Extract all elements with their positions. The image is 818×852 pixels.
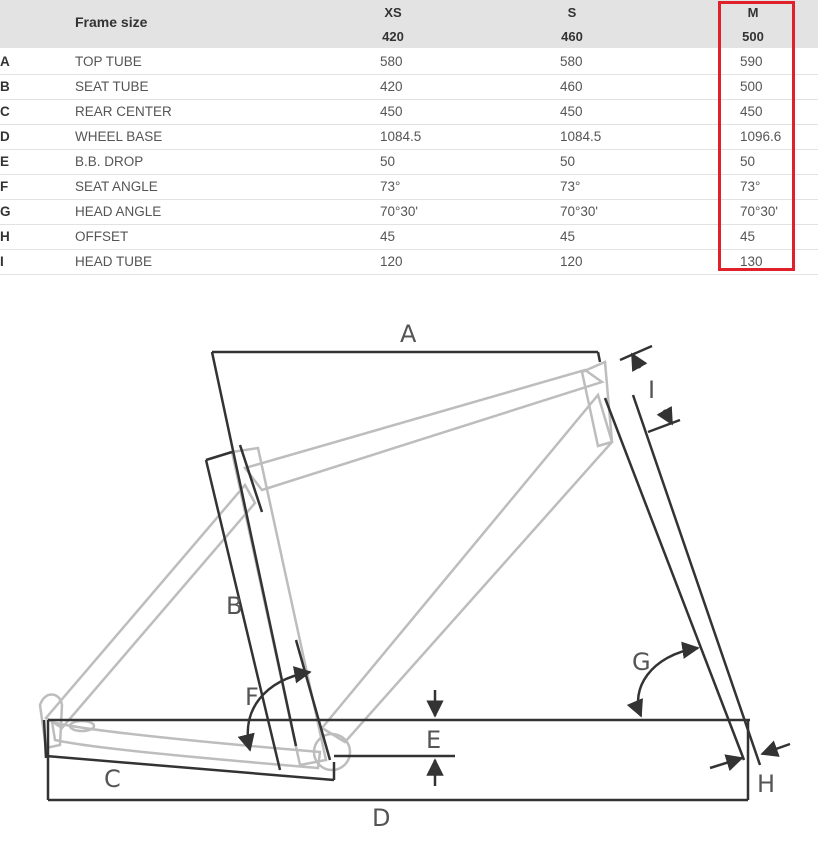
size-s-value: 460 [561,29,583,44]
table-row [0,49,818,75]
row-letter: E [0,154,10,169]
row-param: WHEEL BASE [75,129,163,144]
label-c: C [104,765,121,793]
dim-h-arrow-right [762,744,790,754]
row-xs: 450 [380,104,403,119]
label-i: I [648,376,656,404]
row-s: 50 [560,154,576,169]
row-xs: 580 [380,54,403,69]
dim-h-arrow-left [710,758,742,768]
row-s: 580 [560,54,583,69]
row-xs: 70°30' [380,204,419,219]
row-param: SEAT ANGLE [75,179,158,194]
row-m: 130 [740,254,763,269]
row-param: SEAT TUBE [75,79,149,94]
row-m: 50 [740,154,756,169]
table-row [0,174,818,200]
table-header [0,0,818,48]
row-letter: H [0,229,10,244]
row-s: 460 [560,79,583,94]
row-s: 70°30' [560,204,599,219]
dim-g-axis [605,398,744,760]
row-letter: I [0,254,4,269]
label-a: A [400,320,417,348]
label-h: H [757,770,776,798]
dim-c-line [46,756,334,780]
row-param: OFFSET [75,229,129,244]
row-param: HEAD ANGLE [75,204,162,219]
size-xs-value: 420 [382,29,404,44]
label-e: E [426,726,442,754]
table-row [0,199,818,225]
dimension-lines [44,346,790,800]
table-row [0,99,818,125]
frame-geometry-diagram [0,280,818,852]
row-param: B.B. DROP [75,154,144,169]
dim-i-tick-top [620,346,652,360]
row-s: 45 [560,229,576,244]
row-m: 70°30' [740,204,779,219]
row-m: 73° [740,179,761,194]
row-letter: C [0,104,10,119]
row-s: 73° [560,179,581,194]
size-s-name: S [567,5,577,20]
row-s: 450 [560,104,583,119]
frame-size-label: Frame size [75,14,148,30]
row-param: HEAD TUBE [75,254,153,269]
row-letter: F [0,179,9,194]
row-m: 1096.6 [740,129,782,144]
label-b: B [226,592,243,620]
row-letter: G [0,204,11,219]
row-m: 450 [740,104,763,119]
dim-i-tick-bottom [648,420,680,432]
label-d: D [372,804,391,832]
row-m: 500 [740,79,763,94]
size-xs-name: XS [384,5,402,20]
size-m-name: M [747,5,759,20]
row-xs: 73° [380,179,401,194]
row-param: REAR CENTER [75,104,172,119]
size-m-value: 500 [742,29,764,44]
table-row [0,149,818,175]
size-m-highlight-box [718,1,795,271]
row-s: 1084.5 [560,129,602,144]
row-xs: 45 [380,229,396,244]
table-row [0,249,818,275]
row-xs: 120 [380,254,403,269]
label-f: F [245,683,259,711]
row-letter: B [0,79,10,94]
table-row [0,224,818,250]
row-letter: D [0,129,10,144]
row-xs: 1084.5 [380,129,422,144]
table-row [0,124,818,150]
row-m: 45 [740,229,756,244]
bike-frame-outline [40,362,612,770]
table-row [0,74,818,100]
row-xs: 50 [380,154,396,169]
row-m: 590 [740,54,763,69]
label-g: G [632,648,651,676]
row-s: 120 [560,254,583,269]
row-xs: 420 [380,79,403,94]
row-param: TOP TUBE [75,54,142,69]
row-letter: A [0,54,10,69]
